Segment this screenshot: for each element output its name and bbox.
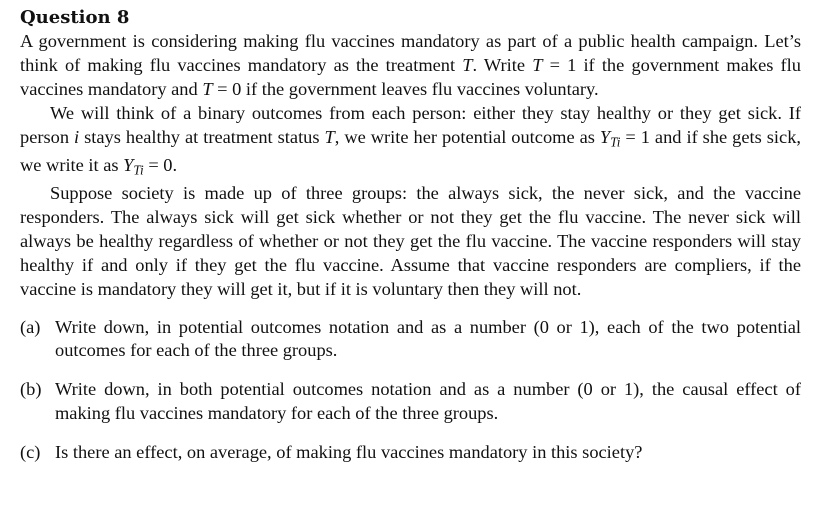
part-text: Is there an effect, on average, of making flu vaccines mandatory in this society?	[55, 442, 643, 463]
part-label: (c)	[20, 442, 41, 463]
groups-paragraph: Suppose society is made up of three groups: the always sick, the never sick, and the vaccine responders. The always sick will get sick whether or not they get the flu vaccine. The never sick will always be healthy regardless of whether or not they get the flu vaccine. The vaccine responders will stay healthy if and only if they get the flu vaccine. Assume that vaccine responders are compliers, if the vaccine is mandatory they will get it, but if it is voluntary then they will not.	[20, 183, 801, 299]
question-page	[20, 6, 801, 480]
intro-paragraph: A government is considering making flu vaccines mandatory as part of a public health campaign. Let’s think of making flu vaccines mandatory as the treatment T. Write T = 1 if the government makes flu vaccines mandatory and T = 0 if the government leaves flu vaccines voluntary.	[20, 31, 801, 99]
part-label: (a)	[20, 316, 41, 337]
part-text: Write down, in both potential outcomes notation and as a number (0 or 1), the causal effect of making flu vaccines mandatory for each of the three groups.	[55, 379, 801, 424]
question-part-a	[20, 316, 801, 364]
part-text: Write down, in potential outcomes notation and as a number (0 or 1), each of the two potential outcomes for each of the three groups.	[55, 316, 801, 361]
question-part-c	[20, 441, 801, 465]
part-label: (b)	[20, 379, 42, 400]
question-parts	[20, 316, 801, 466]
question-title: Question 8	[20, 7, 130, 28]
outcomes-paragraph: We will think of a binary outcomes from each person: either they stay healthy or they get sick. If person i stays healthy at treatment status T, we write her potential outcome as $Y_{Ti} = 1$ and if she gets sick, we write it as $Y_{Ti} = 0$.	[20, 102, 801, 178]
question-part-b	[20, 378, 801, 426]
